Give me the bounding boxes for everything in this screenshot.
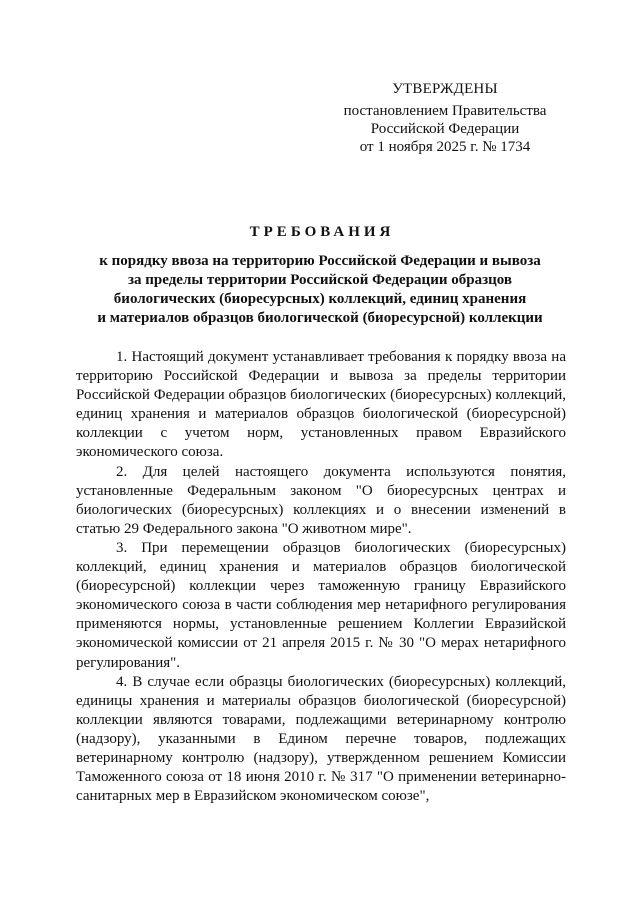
document-subtitle xyxy=(70,252,570,328)
document-body xyxy=(76,348,566,806)
paragraph-3: 3. При перемещении образцов биологических (биоресурсных) коллекций, единиц хранения и материалов образцов биологической (биоресурсной) коллекции через таможенную границу Евразийского экономического союза в части соблюдения мер нетарифного регулирования применяются нормы, установленные решением Коллегии Евразийской экономической комиссии от 21 апреля 2015 г. № 30 "О мерах нетарифного регулирования". xyxy=(76,539,566,671)
subtitle-line: за пределы территории Российской Федерации образцов xyxy=(128,272,512,288)
paragraph-1: 1. Настоящий документ устанавливает требования к порядку ввоза на территорию Российской Федерации и вывоза за пределы территории Российской Федерации образцов биологических (биоресурсных) коллекций, единиц хранения и материалов образцов биологической (биоресурсной) коллекции с учетом норм, установленных правом Евразийского экономического союза. xyxy=(76,349,566,461)
approval-line-decree: постановлением Правительства xyxy=(343,103,547,119)
paragraph-2: 2. Для целей настоящего документа используются понятия, установленные Федеральным законом "О биоресурсных центрах и биологических (биоресурсных) коллекциях и о внесении изменений в статью 29 Федерального закона "О животном мире". xyxy=(76,463,566,537)
subtitle-line: к порядку ввоза на территорию Российской Федерации и вывоза xyxy=(99,253,541,269)
subtitle-line: биологических (биоресурсных) коллекций, единиц хранения xyxy=(113,291,527,307)
approval-stamp xyxy=(330,80,560,156)
approval-line-country: Российской Федерации xyxy=(370,121,520,137)
subtitle-line: и материалов образцов биологической (биоресурсной) коллекции xyxy=(97,310,543,326)
approval-line-date: от 1 ноября 2025 г. № 1734 xyxy=(359,139,531,155)
paragraph-4: 4. В случае если образцы биологических (биоресурсных) коллекций, единицы хранения и материалы образцов биологической (биоресурсной) коллекции являются товарами, подлежащими ветеринарному контролю (надзору), указанными в Едином перечне товаров, подлежащих ветеринарному контролю (надзору), утвержденном решением Комиссии Таможенного союза от 18 июня 2010 г. № 317 "О применении ветеринарно-санитарных мер в Евразийском экономическом союзе", xyxy=(76,673,566,805)
document-title: ТРЕБОВАНИЯ xyxy=(249,224,395,240)
approval-heading: УТВЕРЖДЕНЫ xyxy=(392,81,498,97)
